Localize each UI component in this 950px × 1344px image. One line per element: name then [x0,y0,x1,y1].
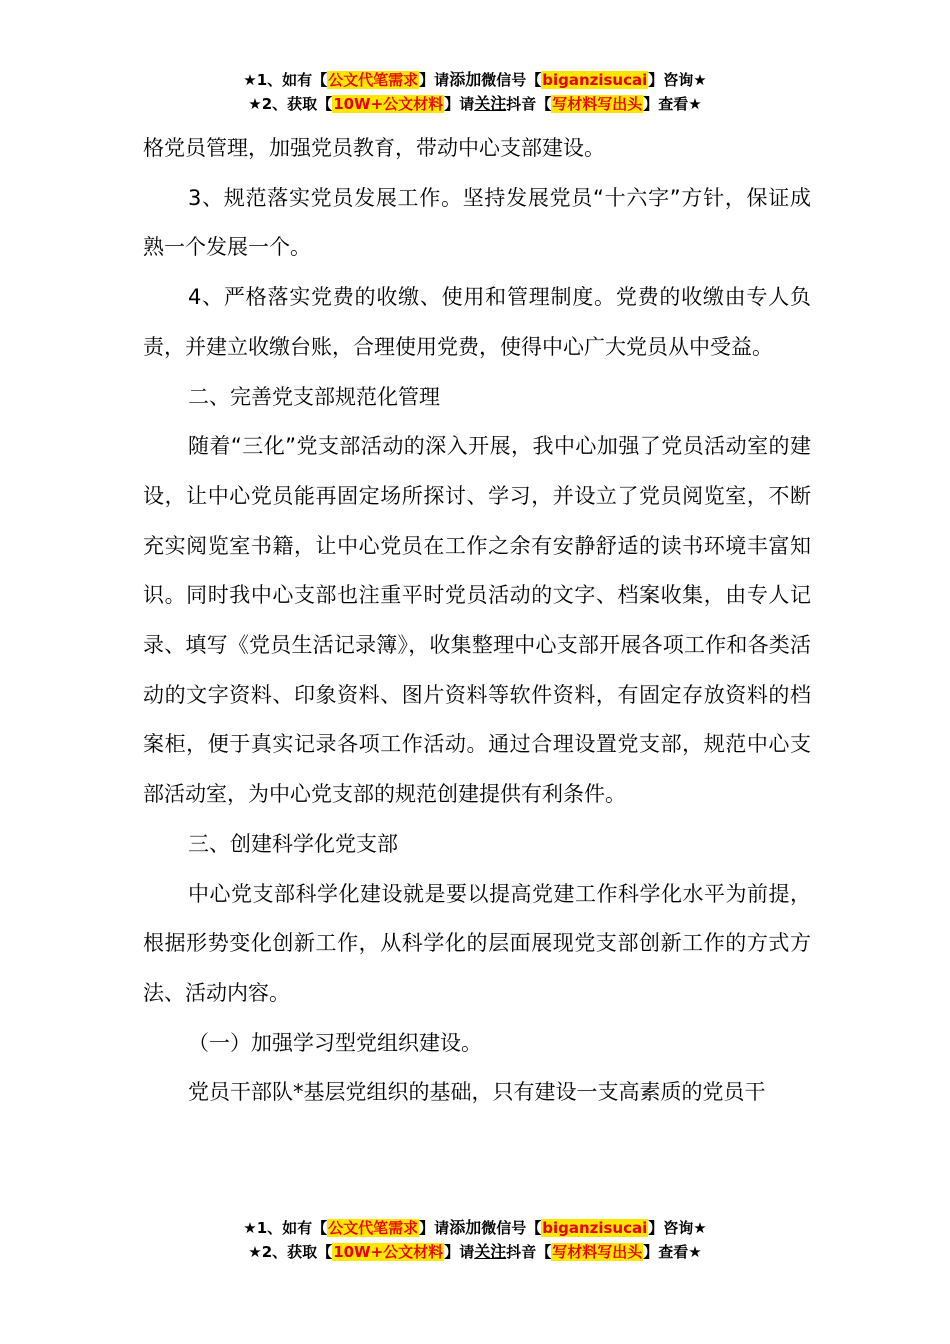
banner-line-1 [0,68,950,92]
banner-text: 】请 [419,1219,450,1237]
banner-text: 】查看★ [643,1243,702,1261]
subsection-heading: （一）加强学习型党组织建设。 [188,1030,482,1055]
section-heading: 三、创建科学化党支部 [188,831,398,856]
banner-line-2 [0,1240,950,1264]
document-body [143,124,811,1118]
banner-text: 微信号【 [481,71,542,89]
paragraph: 党员干部队*基层党组织的基础，只有建设一支高素质的党员干 [188,1080,766,1105]
banner-text: 抖音【 [506,95,552,113]
highlight-text: 公文代笔需求 [328,1219,419,1237]
emphasis-text: 添加 [449,70,482,89]
banner-line-1 [0,1216,950,1240]
banner-text: 】咨询★ [648,71,707,89]
paragraph: 3、规范落实党员发展工作。坚持发展党员“十六字”方针，保证成熟一个发展一个。 [143,185,811,260]
wechat-id-highlight: biganzisucai [542,1219,648,1237]
wechat-id-highlight: biganzisucai [542,71,648,89]
banner-text: ★2、获取【 [248,95,333,113]
paragraph: 随着“三化”党支部活动的深入开展，我中心加强了党员活动室的建设，让中心党员能再固定场所探讨、学习，并设立了党员阅览室，不断充实阅览室书籍，让中心党员在工作之余有安静舒适的读书环境丰富知识。同时我中心支部也注重平时党员活动的文字、档案收集，由专人记录、填写《党员生活记录簿》，收集整理中心支部开展各项工作和各类活动的文字资料、印象资料、图片资料等软件资料，有固定存放资料的档案柜，便于真实记录各项工作活动。通过合理设置党支部，规范中心支部活动室，为中心党支部的规范创建提供有利条件。 [143,434,811,807]
banner-text: ★1、如有【 [243,1219,328,1237]
highlight-text: 10W+公文材料 [333,95,444,113]
paragraph: 中心党支部科学化建设就是要以提高党建工作科学化水平为前提，根据形势变化创新工作，从科学化的层面展现党支部创新工作的方式方法、活动内容。 [143,881,811,1005]
emphasis-text: 添加 [449,1218,482,1237]
banner-text: 微信号【 [481,1219,542,1237]
banner-text: ★2、获取【 [248,1243,333,1261]
header-banner [0,68,950,116]
banner-text: 】咨询★ [648,1219,707,1237]
douyin-id-highlight: 写材料写出头 [552,1243,643,1261]
banner-text: 】查看★ [643,95,702,113]
paragraph: 格党员管理，加强党员教育，带动中心支部建设。 [143,136,605,160]
emphasis-text: 关注 [474,1242,507,1261]
douyin-id-highlight: 写材料写出头 [552,95,643,113]
emphasis-text: 关注 [474,94,507,113]
section-heading: 二、完善党支部规范化管理 [188,384,440,409]
highlight-text: 10W+公文材料 [333,1243,444,1261]
banner-text: 】请 [444,95,475,113]
banner-text: ★1、如有【 [243,71,328,89]
banner-text: 抖音【 [506,1243,552,1261]
banner-text: 】请 [419,71,450,89]
banner-line-2 [0,92,950,116]
paragraph: 4、严格落实党费的收缴、使用和管理制度。党费的收缴由专人负责，并建立收缴台账，合理使用党费，使得中心广大党员从中受益。 [143,285,811,359]
highlight-text: 公文代笔需求 [328,71,419,89]
footer-banner [0,1216,950,1264]
banner-text: 】请 [444,1243,475,1261]
